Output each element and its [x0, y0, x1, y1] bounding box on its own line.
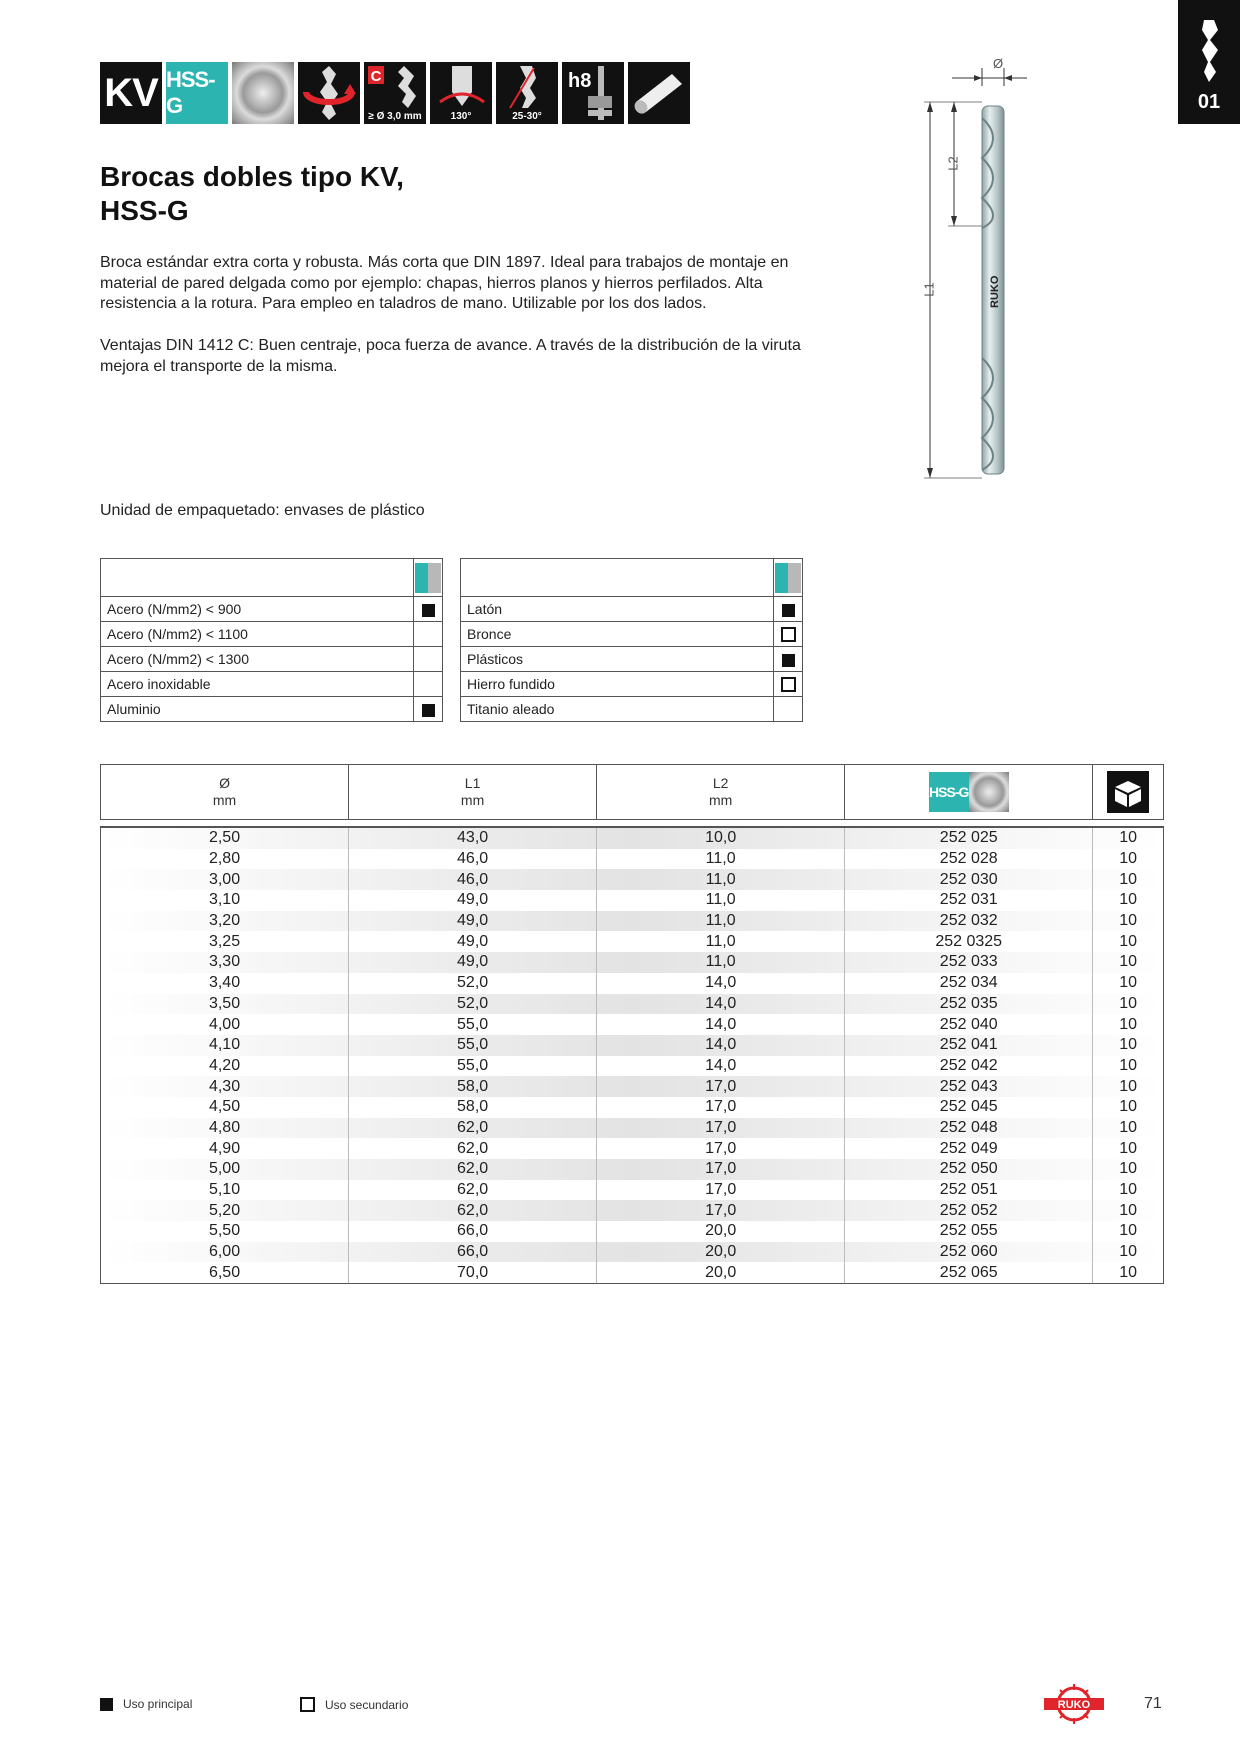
l2-cell: 11,0 [597, 890, 845, 911]
table-row [101, 1159, 1163, 1180]
description-1: Broca estándar extra corta y robusta. Más corta que DIN 1897. Ideal para trabajos de montaje en material de pared delgada como por ejemplo: chapas, hierros planos y hierros perfilados. Alta resistencia a la rotura. Para empleo en taladros de mano. Utilizable por los dos lados. [100, 254, 789, 312]
table-row [101, 1242, 1163, 1263]
svg-text:C: C [370, 68, 382, 85]
l1-cell: 70,0 [349, 1262, 597, 1283]
l2-dim-label: L2 [945, 156, 961, 171]
l2-cell: 20,0 [597, 1262, 845, 1283]
pack-quantity-cell: 10 [1119, 1098, 1138, 1116]
hss-material-icon [775, 563, 801, 593]
material-row [461, 672, 803, 697]
l2-cell: 20,0 [597, 1221, 845, 1242]
pack-quantity-cell: 10 [1119, 891, 1138, 909]
l1-cell: 66,0 [349, 1221, 597, 1242]
din-1412-c-icon [364, 62, 426, 124]
l2-cell: 17,0 [597, 1180, 845, 1201]
title-line-2: HSS-G [100, 195, 189, 226]
article-number-cell: 252 051 [845, 1180, 1093, 1201]
filled-square-icon [422, 604, 435, 617]
empty-square-icon [781, 677, 796, 692]
material-name: Acero (N/mm2) < 1300 [101, 647, 414, 672]
pack-quantity-cell: 10 [1119, 850, 1138, 868]
material-usage [414, 672, 443, 697]
l1-cell: 46,0 [349, 869, 597, 890]
pack-quantity-cell: 10 [1119, 1139, 1138, 1157]
l1-cell: 62,0 [349, 1118, 597, 1139]
diameter-cell: 4,00 [101, 1014, 349, 1035]
title-line-1: Brocas dobles tipo KV, [100, 161, 404, 192]
article-number-cell: 252 040 [845, 1014, 1093, 1035]
l2-cell: 17,0 [597, 1200, 845, 1221]
l1-cell: 58,0 [349, 1097, 597, 1118]
l1-cell: 52,0 [349, 994, 597, 1015]
diameter-cell: 3,40 [101, 973, 349, 994]
diameter-cell: 3,00 [101, 869, 349, 890]
article-number-cell: 252 035 [845, 994, 1093, 1015]
l1-cell: 49,0 [349, 911, 597, 932]
product-table-body [100, 826, 1164, 1284]
diameter-cell: 4,10 [101, 1035, 349, 1056]
helix-angle-label: 25-30° [512, 111, 542, 122]
material-usage [774, 647, 803, 672]
header-diameter: Ø mm [101, 765, 349, 819]
description-2: Ventajas DIN 1412 C: Buen centraje, poca fuerza de avance. A través de la distribución de la viruta mejora el transporte de la misma. [100, 337, 801, 375]
article-number-cell: 252 034 [845, 973, 1093, 994]
article-number-cell: 252 032 [845, 911, 1093, 932]
pack-quantity-cell: 10 [1119, 1222, 1138, 1240]
hss-material-icon [415, 563, 441, 593]
l2-cell: 14,0 [597, 994, 845, 1015]
diameter-cell: 3,30 [101, 952, 349, 973]
rotation-drill-icon [298, 62, 360, 124]
article-number-cell: 252 031 [845, 890, 1093, 911]
article-number-cell: 252 033 [845, 952, 1093, 973]
material-row [461, 647, 803, 672]
diameter-cell: 3,20 [101, 911, 349, 932]
l1-cell: 46,0 [349, 849, 597, 870]
table-row [101, 1097, 1163, 1118]
point-angle-130-icon [430, 62, 492, 124]
l2-cell: 14,0 [597, 973, 845, 994]
materials-table-right [460, 558, 803, 722]
l2-cell: 20,0 [597, 1242, 845, 1263]
material-name: Latón [461, 597, 774, 622]
pack-quantity-cell: 10 [1119, 1077, 1138, 1095]
table-row [101, 1035, 1163, 1056]
pack-quantity-cell: 10 [1119, 1263, 1138, 1281]
pack-quantity-cell: 10 [1119, 1015, 1138, 1033]
feature-icon-strip [100, 62, 690, 124]
article-number-cell: 252 052 [845, 1200, 1093, 1221]
diameter-cell: 2,50 [101, 828, 349, 849]
article-number-cell: 252 030 [845, 869, 1093, 890]
pack-quantity-cell: 10 [1119, 912, 1138, 930]
article-number-cell: 252 042 [845, 1056, 1093, 1077]
material-usage [414, 597, 443, 622]
table-row [101, 973, 1163, 994]
diameter-cell: 6,50 [101, 1262, 349, 1283]
l2-cell: 11,0 [597, 952, 845, 973]
diameter-note: ≥ Ø 3,0 mm [368, 111, 422, 122]
diameter-cell: 6,00 [101, 1242, 349, 1263]
material-usage [414, 697, 443, 722]
table-row [101, 931, 1163, 952]
article-number-cell: 252 041 [845, 1035, 1093, 1056]
filled-square-icon [782, 654, 795, 667]
table-row [101, 1118, 1163, 1139]
diameter-cell: 4,80 [101, 1118, 349, 1139]
table-row [101, 952, 1163, 973]
material-name: Titanio aleado [461, 697, 774, 722]
l1-cell: 52,0 [349, 973, 597, 994]
ruko-logo [1044, 1684, 1104, 1724]
material-row [101, 672, 443, 697]
header-l1: L1 mm [349, 765, 597, 819]
material-name: Acero (N/mm2) < 1100 [101, 622, 414, 647]
l2-cell: 14,0 [597, 1035, 845, 1056]
l1-cell: 49,0 [349, 952, 597, 973]
pack-quantity-cell: 10 [1119, 953, 1138, 971]
l2-cell: 17,0 [597, 1159, 845, 1180]
table-row [101, 1138, 1163, 1159]
diameter-cell: 5,10 [101, 1180, 349, 1201]
chapter-tab [1178, 0, 1240, 124]
table-row [101, 1200, 1163, 1221]
material-row [101, 622, 443, 647]
table-row [101, 890, 1163, 911]
l1-cell: 49,0 [349, 890, 597, 911]
l2-cell: 17,0 [597, 1097, 845, 1118]
pack-quantity-cell: 10 [1119, 1181, 1138, 1199]
article-number-cell: 252 025 [845, 828, 1093, 849]
article-number-cell: 252 0325 [845, 931, 1093, 952]
material-name: Acero inoxidable [101, 672, 414, 697]
material-usage [774, 697, 803, 722]
pack-quantity-cell: 10 [1119, 1036, 1138, 1054]
pack-quantity-cell: 10 [1119, 1243, 1138, 1261]
material-name: Bronce [461, 622, 774, 647]
product-table-header [100, 764, 1164, 820]
filled-square-icon [100, 1698, 113, 1711]
header-pack-quantity [1093, 765, 1163, 819]
l1-cell: 55,0 [349, 1035, 597, 1056]
material-row [101, 647, 443, 672]
pack-quantity-cell: 10 [1119, 974, 1138, 992]
product-title [100, 160, 404, 228]
material-row [101, 597, 443, 622]
l1-dim-label: L1 [921, 282, 937, 297]
drill-chapter-icon [1194, 18, 1224, 84]
material-usage [774, 622, 803, 647]
l2-cell: 17,0 [597, 1138, 845, 1159]
diameter-cell: 3,10 [101, 890, 349, 911]
diameter-cell: 4,30 [101, 1076, 349, 1097]
packaging-note: Unidad de empaquetado: envases de plástico [100, 502, 425, 519]
material-row [101, 697, 443, 722]
table-row [101, 994, 1163, 1015]
kv-type-icon: KV [100, 62, 162, 124]
material-usage [414, 622, 443, 647]
l2-cell: 10,0 [597, 828, 845, 849]
article-number-cell: 252 049 [845, 1138, 1093, 1159]
table-row [101, 1076, 1163, 1097]
filled-square-icon [422, 704, 435, 717]
l1-cell: 62,0 [349, 1138, 597, 1159]
l1-cell: 55,0 [349, 1056, 597, 1077]
material-usage [414, 647, 443, 672]
material-usage [774, 597, 803, 622]
diameter-cell: 5,00 [101, 1159, 349, 1180]
table-row [101, 1180, 1163, 1201]
filled-square-icon [782, 604, 795, 617]
diameter-dim-label: Ø [993, 56, 1004, 71]
l1-cell: 43,0 [349, 828, 597, 849]
article-number-cell: 252 048 [845, 1118, 1093, 1139]
material-usage [774, 672, 803, 697]
article-number-cell: 252 028 [845, 849, 1093, 870]
table-row [101, 828, 1163, 849]
hss-g-icon: HSS-G [929, 772, 1009, 812]
diameter-cell: 3,25 [101, 931, 349, 952]
tolerance-label: h8 [568, 70, 592, 92]
diameter-cell: 5,20 [101, 1200, 349, 1221]
l2-cell: 11,0 [597, 849, 845, 870]
legend-secondary: Uso secundario [300, 1697, 408, 1712]
diameter-cell: 4,20 [101, 1056, 349, 1077]
hss-g-icon: HSS-G [166, 62, 228, 124]
table-row [101, 849, 1163, 870]
l1-cell: 58,0 [349, 1076, 597, 1097]
l1-cell: 49,0 [349, 931, 597, 952]
material-row [461, 697, 803, 722]
table-row [101, 869, 1163, 890]
l2-cell: 11,0 [597, 931, 845, 952]
material-name: Aluminio [101, 697, 414, 722]
helix-angle-icon [496, 62, 558, 124]
material-name: Hierro fundido [461, 672, 774, 697]
diameter-cell: 4,50 [101, 1097, 349, 1118]
caliper-tolerance-icon [562, 62, 624, 124]
l1-cell: 62,0 [349, 1159, 597, 1180]
l2-cell: 14,0 [597, 1014, 845, 1035]
article-number-cell: 252 043 [845, 1076, 1093, 1097]
l1-cell: 62,0 [349, 1180, 597, 1201]
l2-cell: 11,0 [597, 911, 845, 932]
article-number-cell: 252 055 [845, 1221, 1093, 1242]
diameter-cell: 3,50 [101, 994, 349, 1015]
article-number-cell: 252 060 [845, 1242, 1093, 1263]
diameter-cell: 5,50 [101, 1221, 349, 1242]
l1-cell: 66,0 [349, 1242, 597, 1263]
article-number-cell: 252 050 [845, 1159, 1093, 1180]
table-row [101, 1262, 1163, 1283]
pack-quantity-cell: 10 [1119, 1056, 1138, 1074]
empty-square-icon [300, 1697, 315, 1712]
pack-quantity-cell: 10 [1119, 932, 1138, 950]
cylindrical-shank-icon [628, 62, 690, 124]
empty-square-icon [781, 627, 796, 642]
diameter-cell: 2,80 [101, 849, 349, 870]
header-l2: L2 mm [597, 765, 845, 819]
article-number-cell: 252 065 [845, 1262, 1093, 1283]
article-number-cell: 252 045 [845, 1097, 1093, 1118]
pack-quantity-cell: 10 [1119, 829, 1138, 847]
l2-cell: 17,0 [597, 1076, 845, 1097]
l1-cell: 55,0 [349, 1014, 597, 1035]
material-name: Plásticos [461, 647, 774, 672]
drill-brand-mark: RUKO [989, 275, 1001, 308]
package-box-icon [1107, 771, 1149, 813]
material-row [461, 622, 803, 647]
material-row [461, 597, 803, 622]
l2-cell: 14,0 [597, 1056, 845, 1077]
point-angle-label: 130° [450, 111, 472, 122]
pack-quantity-cell: 10 [1119, 994, 1138, 1012]
pack-quantity-cell: 10 [1119, 1118, 1138, 1136]
header-article-number [845, 765, 1093, 819]
l2-cell: 17,0 [597, 1118, 845, 1139]
l1-cell: 62,0 [349, 1200, 597, 1221]
l2-cell: 11,0 [597, 869, 845, 890]
pack-quantity-cell: 10 [1119, 1160, 1138, 1178]
material-name: Acero (N/mm2) < 900 [101, 597, 414, 622]
diameter-cell: 4,90 [101, 1138, 349, 1159]
legend-primary: Uso principal [100, 1697, 192, 1711]
table-row [101, 1221, 1163, 1242]
drill-dimension-drawing [912, 58, 1052, 488]
table-row [101, 1056, 1163, 1077]
materials-table-left [100, 558, 443, 722]
page-number: 71 [1144, 1695, 1162, 1712]
table-row [101, 1014, 1163, 1035]
metal-surface-icon [232, 62, 294, 124]
table-row [101, 911, 1163, 932]
svg-text:RUKO: RUKO [1057, 1699, 1091, 1711]
pack-quantity-cell: 10 [1119, 1201, 1138, 1219]
pack-quantity-cell: 10 [1119, 870, 1138, 888]
chapter-number: 01 [1197, 91, 1221, 113]
